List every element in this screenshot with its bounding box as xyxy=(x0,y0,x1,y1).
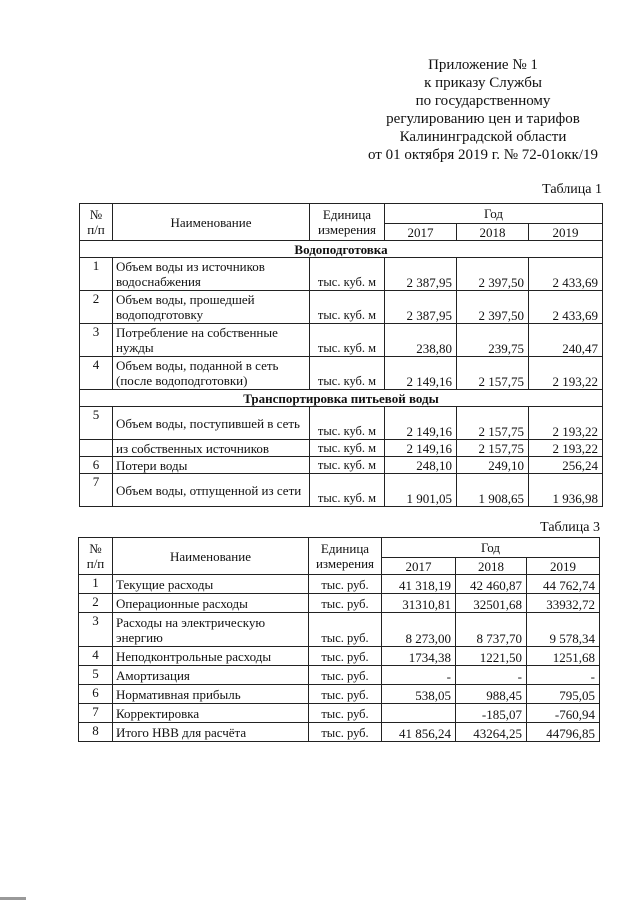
col-header-year-value: 2019 xyxy=(527,558,600,575)
row-unit: тыс. руб. xyxy=(309,704,382,723)
value-2019: 2 193,22 xyxy=(529,407,603,440)
value-2018: 1 908,65 xyxy=(457,474,529,507)
row-name: Амортизация xyxy=(113,666,309,685)
col-header-year-value: 2017 xyxy=(385,224,457,241)
row-number xyxy=(80,440,113,457)
table-row xyxy=(79,613,600,647)
col-header-year-value: 2017 xyxy=(382,558,456,575)
value-2018: 32501,68 xyxy=(456,594,527,613)
value-2017: 41 856,24 xyxy=(382,723,456,742)
value-2019: 1 936,98 xyxy=(529,474,603,507)
header-row xyxy=(79,538,600,558)
row-name: Операционные расходы xyxy=(113,594,309,613)
value-2019: 2 433,69 xyxy=(529,258,603,291)
col-header-name: Наименование xyxy=(113,538,309,575)
row-name: Итого НВВ для расчёта xyxy=(113,723,309,742)
value-2018: 2 157,75 xyxy=(457,407,529,440)
row-number: 3 xyxy=(80,324,113,357)
value-2018: - xyxy=(456,666,527,685)
row-name: Объем воды, отпущенной из сети xyxy=(113,474,310,507)
value-2017: 1 901,05 xyxy=(385,474,457,507)
value-2017: 2 149,16 xyxy=(385,407,457,440)
row-number: 7 xyxy=(79,704,113,723)
row-number: 5 xyxy=(80,407,113,440)
row-number: 1 xyxy=(79,575,113,594)
value-2017: 8 273,00 xyxy=(382,613,456,647)
row-unit: тыс. руб. xyxy=(309,666,382,685)
value-2018: 2 157,75 xyxy=(457,357,529,390)
row-name: Нормативная прибыль xyxy=(113,685,309,704)
row-number: 1 xyxy=(80,258,113,291)
value-2018: 2 157,75 xyxy=(457,440,529,457)
row-number: 4 xyxy=(79,647,113,666)
table-row xyxy=(79,666,600,685)
row-name: Объем воды из источников водоснабжения xyxy=(113,258,310,291)
value-2018: 988,45 xyxy=(456,685,527,704)
table-row xyxy=(80,324,603,357)
col-header-year-value: 2018 xyxy=(457,224,529,241)
section-title: Водоподготовка xyxy=(80,241,603,258)
col-header-year: Год xyxy=(382,538,600,558)
col-header-year: Год xyxy=(385,204,603,224)
row-name: Объем воды, поданной в сеть (после водоподготовки) xyxy=(113,357,310,390)
row-name: Потери воды xyxy=(113,457,310,474)
value-2019: 256,24 xyxy=(529,457,603,474)
value-2019: 44 762,74 xyxy=(527,575,600,594)
value-2019: 9 578,34 xyxy=(527,613,600,647)
value-2017: 41 318,19 xyxy=(382,575,456,594)
value-2019: 33932,72 xyxy=(527,594,600,613)
row-unit: тыс. руб. xyxy=(309,723,382,742)
value-2017: 2 149,16 xyxy=(385,357,457,390)
value-2017: 1734,38 xyxy=(382,647,456,666)
col-header-name: Наименование xyxy=(113,204,310,241)
header-line: Приложение № 1 xyxy=(428,57,538,73)
row-name: Текущие расходы xyxy=(113,575,309,594)
row-unit: тыс. куб. м xyxy=(310,291,385,324)
value-2017: 31310,81 xyxy=(382,594,456,613)
header-line: к приказу Службы xyxy=(424,75,542,91)
value-2019: -760,94 xyxy=(527,704,600,723)
row-number: 6 xyxy=(80,457,113,474)
table-row xyxy=(79,575,600,594)
row-name: из собственных источников xyxy=(113,440,310,457)
row-number: 2 xyxy=(80,291,113,324)
header-line: по государственному xyxy=(415,93,551,109)
row-number: 3 xyxy=(79,613,113,647)
header-line: от 01 октября 2019 г. № 72-01окк/19 xyxy=(368,147,598,163)
row-name: Расходы на электрическую энергию xyxy=(113,613,309,647)
value-2018: 239,75 xyxy=(457,324,529,357)
value-2018: 43264,25 xyxy=(456,723,527,742)
value-2019: 2 193,22 xyxy=(529,357,603,390)
table-row xyxy=(79,704,600,723)
row-unit: тыс. куб. м xyxy=(310,258,385,291)
value-2018: 42 460,87 xyxy=(456,575,527,594)
col-header-unit: Единица измерения xyxy=(310,204,385,241)
value-2019: 240,47 xyxy=(529,324,603,357)
value-2017: 2 387,95 xyxy=(385,291,457,324)
table-row xyxy=(80,357,603,390)
row-unit: тыс. руб. xyxy=(309,594,382,613)
value-2017: 538,05 xyxy=(382,685,456,704)
row-unit: тыс. куб. м xyxy=(310,440,385,457)
value-2018: 8 737,70 xyxy=(456,613,527,647)
col-header-num: № п/п xyxy=(79,538,113,575)
header-line: регулированию цен и тарифов xyxy=(386,111,580,127)
value-2018: 249,10 xyxy=(457,457,529,474)
row-number: 2 xyxy=(79,594,113,613)
value-2018: -185,07 xyxy=(456,704,527,723)
table-row xyxy=(80,474,603,507)
table1-caption: Таблица 1 xyxy=(542,182,602,197)
table-row xyxy=(80,407,603,440)
row-number: 5 xyxy=(79,666,113,685)
row-name: Объем воды, поступившей в сеть xyxy=(113,407,310,440)
table-row xyxy=(79,647,600,666)
page-edge-mark xyxy=(0,897,26,900)
section-row xyxy=(80,241,603,258)
table-1 xyxy=(79,203,603,507)
row-number: 6 xyxy=(79,685,113,704)
row-number: 4 xyxy=(80,357,113,390)
row-name: Объем воды, прошедшей водоподготовку xyxy=(113,291,310,324)
row-unit: тыс. куб. м xyxy=(310,324,385,357)
table-row xyxy=(79,685,600,704)
value-2019: 2 433,69 xyxy=(529,291,603,324)
table-row xyxy=(80,457,603,474)
row-name: Корректировка xyxy=(113,704,309,723)
value-2019: - xyxy=(527,666,600,685)
row-number: 8 xyxy=(79,723,113,742)
row-unit: тыс. куб. м xyxy=(310,357,385,390)
value-2018: 2 397,50 xyxy=(457,291,529,324)
value-2017 xyxy=(382,704,456,723)
value-2017: 248,10 xyxy=(385,457,457,474)
row-name: Неподконтрольные расходы xyxy=(113,647,309,666)
table-row xyxy=(80,258,603,291)
value-2019: 44796,85 xyxy=(527,723,600,742)
row-unit: тыс. куб. м xyxy=(310,474,385,507)
table-3 xyxy=(78,537,600,742)
value-2017: 238,80 xyxy=(385,324,457,357)
value-2019: 2 193,22 xyxy=(529,440,603,457)
row-unit: тыс. руб. xyxy=(309,685,382,704)
header-line: Калининградской области xyxy=(399,129,567,145)
row-unit: тыс. руб. xyxy=(309,575,382,594)
table-row xyxy=(80,440,603,457)
col-header-unit: Единица измерения xyxy=(309,538,382,575)
row-unit: тыс. куб. м xyxy=(310,407,385,440)
row-unit: тыс. руб. xyxy=(309,613,382,647)
row-unit: тыс. руб. xyxy=(309,647,382,666)
col-header-year-value: 2018 xyxy=(456,558,527,575)
section-row xyxy=(80,390,603,407)
col-header-num: № п/п xyxy=(80,204,113,241)
table3-caption: Таблица 3 xyxy=(540,520,600,535)
value-2017: - xyxy=(382,666,456,685)
section-title: Транспортировка питьевой воды xyxy=(80,390,603,407)
row-unit: тыс. куб. м xyxy=(310,457,385,474)
row-name: Потребление на собственные нужды xyxy=(113,324,310,357)
value-2017: 2 149,16 xyxy=(385,440,457,457)
row-number: 7 xyxy=(80,474,113,507)
table-row xyxy=(80,291,603,324)
value-2017: 2 387,95 xyxy=(385,258,457,291)
col-header-year-value: 2019 xyxy=(529,224,603,241)
header-row xyxy=(80,204,603,224)
value-2019: 1251,68 xyxy=(527,647,600,666)
value-2018: 2 397,50 xyxy=(457,258,529,291)
table-row xyxy=(79,594,600,613)
value-2018: 1221,50 xyxy=(456,647,527,666)
value-2019: 795,05 xyxy=(527,685,600,704)
document-header xyxy=(368,56,598,164)
table-row xyxy=(79,723,600,742)
